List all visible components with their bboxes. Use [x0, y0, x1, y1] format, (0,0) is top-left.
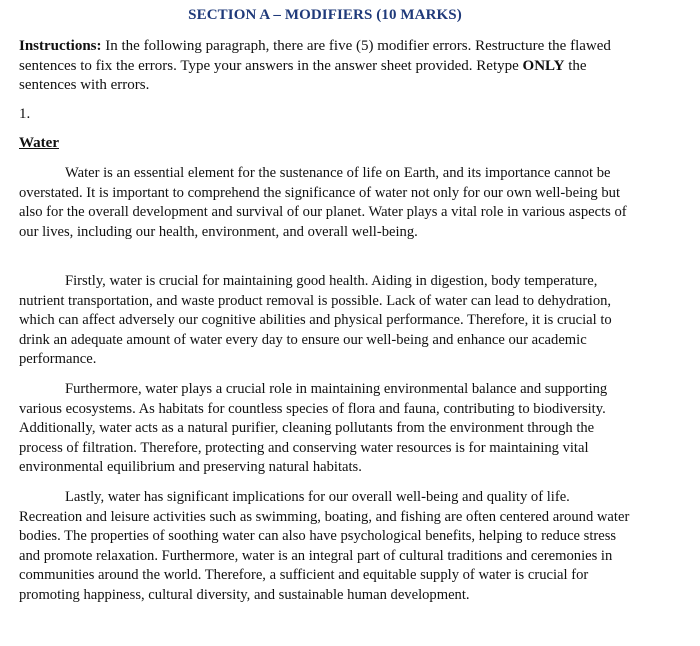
instructions-emphasis: ONLY — [522, 57, 565, 74]
instructions-text-1: In the following paragraph, there are five (5) modifier errors. Restructure the flawed sentences to fix the errors. Type your answers in the answer sheet provided. Retype — [19, 38, 611, 74]
paragraph-environment: Furthermore, water plays a crucial role in maintaining environmental balance and supporting various ecosystems. As habitats for countless species of flora and fauna, contributing to biodiversity. Additionally, water acts as a natural purifier, cleaning pollutants from the environment through the process of filtration. Therefore, protecting and conserving water resources is for maintaining vital environmental equilibrium and preserving natural habitats. — [19, 381, 608, 476]
section-heading: SECTION A – MODIFIERS (10 MARKS) — [188, 7, 462, 23]
question-number: 1. — [19, 106, 31, 122]
instructions-block — [19, 37, 619, 96]
paragraph-intro: Water is an essential element for the sustenance of life on Earth, and its importance cannot be overstated. It is important to comprehend the significance of water not only for our own well-being but also for the overall development and survival of our planet. Water plays a vital role in various aspects of our lives, including our health, environment, and overall well-being. — [19, 165, 627, 240]
passage-title: Water — [19, 135, 59, 151]
instructions-label: Instructions: — [19, 38, 102, 54]
paragraph-health: Firstly, water is crucial for maintaining good health. Aiding in digestion, body temperature, nutrient transportation, and waste product removal is possible. Lack of water can lead to dehydration, which can affect adversely our cognitive abilities and physical performance. Therefore, it is crucial to drink an adequate amount of water every day to ensure our well-being and enhance our academic performance. — [19, 273, 612, 368]
instructions-text-2: the sentences with errors. — [19, 57, 587, 93]
paragraph-wellbeing: Lastly, water has significant implications for our overall well-being and quality of life. Recreation and leisure activities such as swimming, boating, and fishing are often centered around water bodies. The properties of soothing water can also have psychological benefits, helping to reduce stress and promote relaxation. Furthermore, water is an integral part of cultural traditions and ceremonies in communities around the world. Therefore, a sufficient and equitable supply of water is crucial for promoting happiness, cultural diversity, and sustainable human development. — [19, 489, 630, 603]
